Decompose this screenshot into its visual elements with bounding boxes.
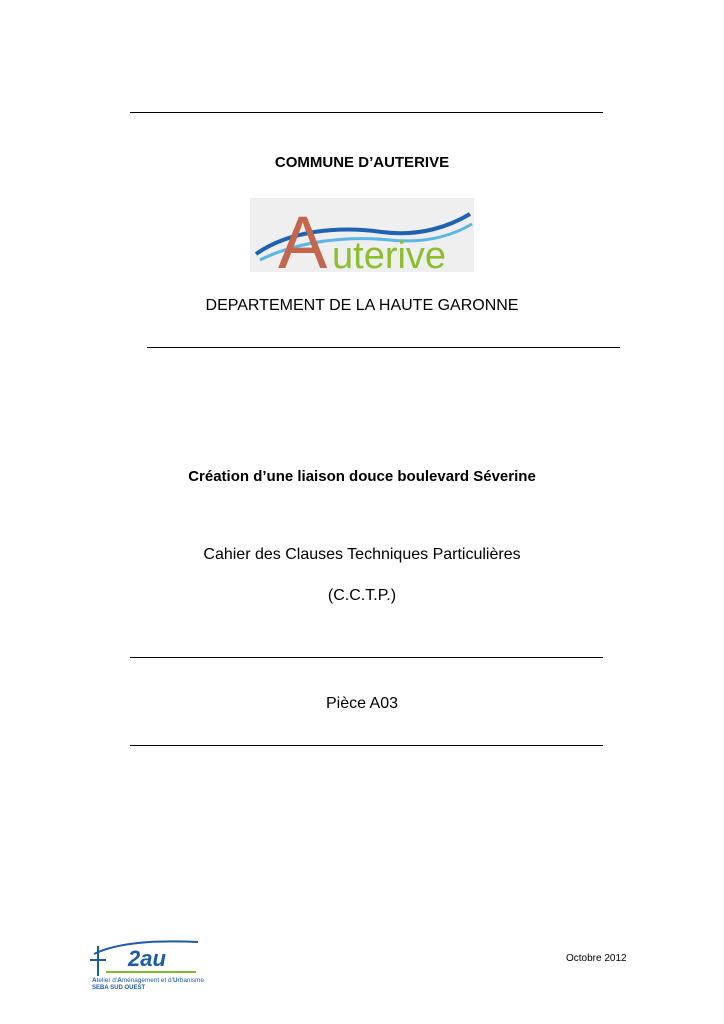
departement-heading: DEPARTEMENT DE LA HAUTE GARONNE xyxy=(205,297,519,314)
agency-logo-wordmark: 2au xyxy=(128,946,166,971)
project-title: Création d’une liaison douce boulevard Séverine xyxy=(188,468,536,485)
logo-initial: A xyxy=(278,201,328,274)
second-rule xyxy=(147,347,620,348)
auterive-logo xyxy=(250,196,474,274)
third-rule xyxy=(130,657,603,658)
logo-rest: uterive xyxy=(332,235,447,274)
document-date: Octobre 2012 xyxy=(566,953,627,964)
commune-heading: COMMUNE D’AUTERIVE xyxy=(274,154,450,171)
piece-number: Pièce A03 xyxy=(325,695,399,712)
agency-name-line: Atelier d’Aménagement et d’Urbanisme xyxy=(92,977,204,984)
document-type: Cahier des Clauses Techniques Particulières xyxy=(203,546,521,563)
agency-sub-name: SEBA SUD OUEST xyxy=(92,985,146,991)
top-rule xyxy=(130,112,603,113)
bottom-rule xyxy=(130,745,603,746)
agency-logo xyxy=(88,936,228,996)
document-abbreviation: (C.C.T.P.) xyxy=(327,587,397,604)
